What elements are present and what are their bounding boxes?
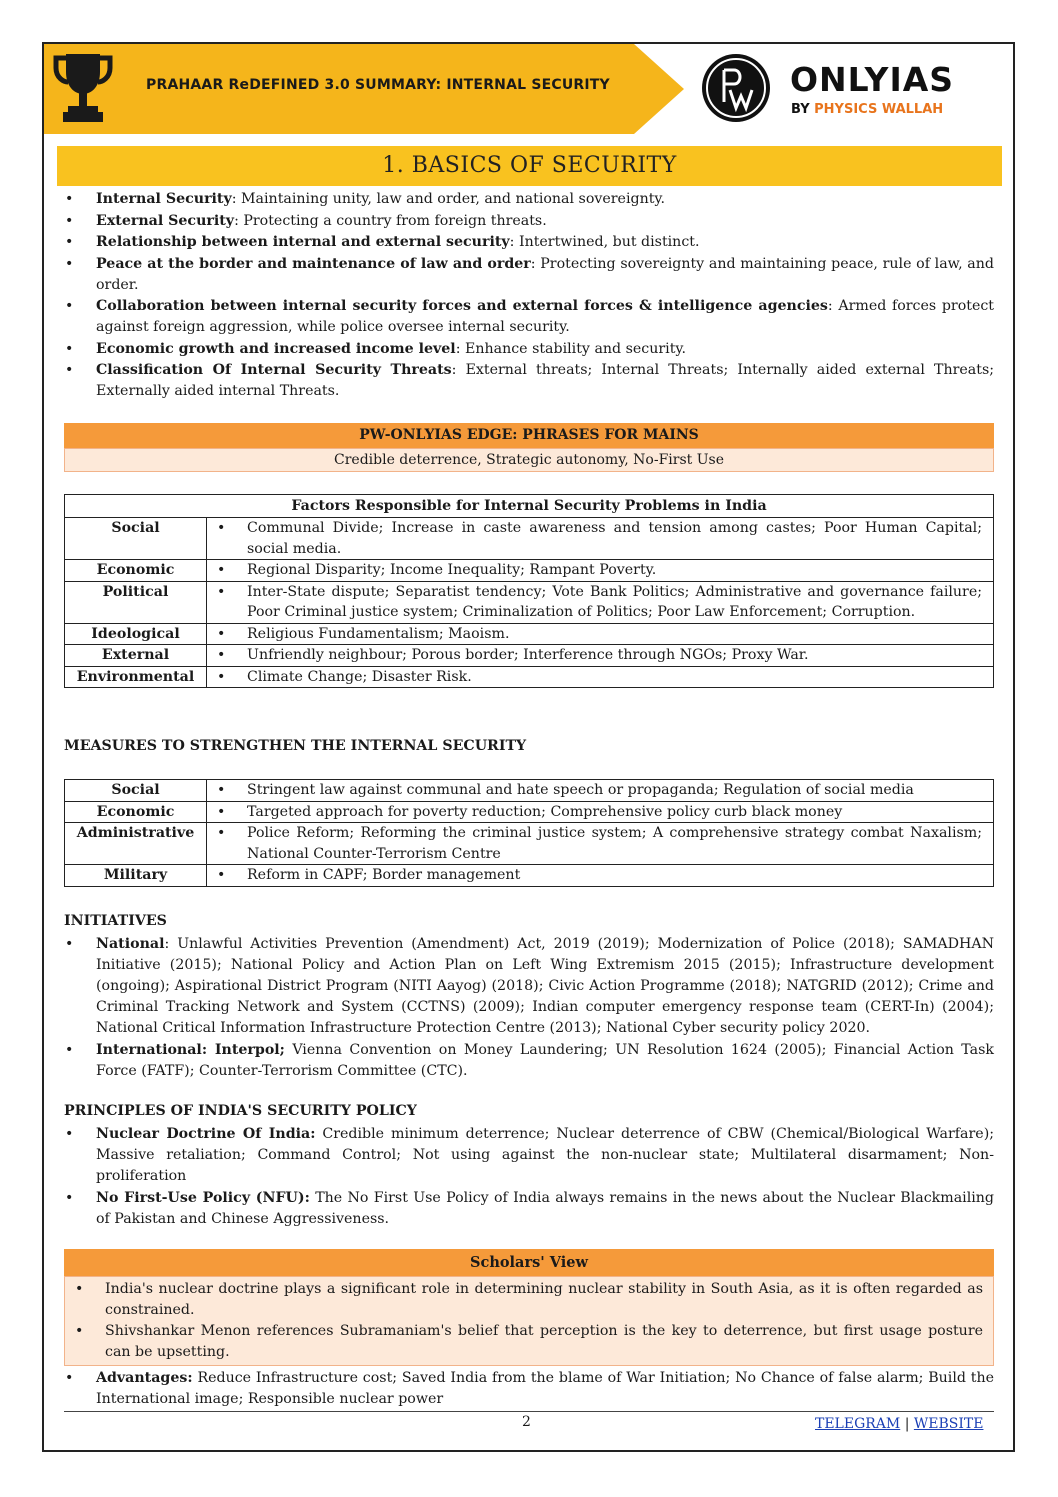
basics-list — [66, 189, 994, 403]
scholars-heading: Scholars' View — [64, 1249, 994, 1276]
brand-name: ONLYIAS — [790, 60, 955, 99]
list-item: • Nuclear Doctrine Of India: Credible minimum deterrence; Nuclear deterrence of CBW (Chemical/Biological Warfare); Massive retaliation; Command Control; Not using against the non-nuclear state; Multilateral disarmament; Non-proliferation — [66, 1124, 994, 1187]
table-row: Social • Stringent law against communal and hate speech or propaganda; Regulation of social media — [65, 780, 994, 802]
footer-links — [815, 1416, 983, 1432]
footer-divider — [64, 1411, 994, 1412]
list-item: • International: Interpol; Vienna Convention on Money Laundering; UN Resolution 1624 (2005); Financial Action Task Force (FATF); Counter-Terrorism Committee (CTC). — [66, 1040, 994, 1082]
table-row: Ideological • Religious Fundamentalism; Maoism. — [65, 623, 994, 645]
pw-logo — [700, 52, 772, 124]
advantages-list — [66, 1368, 994, 1411]
list-item: • Classification Of Internal Security Threats: External threats; Internal Threats; Internally aided external Threats; Externally aided internal Threats. — [66, 360, 994, 402]
list-item: • Economic growth and increased income level: Enhance stability and security. — [66, 339, 994, 360]
list-item: • Collaboration between internal security forces and external forces & intelligence agencies: Armed forces protect against foreign aggression, while police oversee internal security. — [66, 296, 994, 338]
initiatives-list — [66, 934, 994, 1082]
factors-table — [64, 494, 994, 688]
scholars-box — [64, 1276, 994, 1366]
header-title: PRAHAAR ReDEFINED 3.0 SUMMARY: INTERNAL SECURITY — [146, 77, 610, 93]
list-item: • Shivshankar Menon references Subramaniam's belief that perception is the key to deterrence, but first usage posture can be upsetting. — [75, 1321, 983, 1363]
list-item: • Advantages: Reduce Infrastructure cost; Saved India from the blame of War Initiation; No Chance of false alarm; Build the International image; Responsible nuclear power — [66, 1368, 994, 1410]
brand-byline — [791, 102, 943, 117]
website-link[interactable]: WEBSITE — [913, 1416, 984, 1432]
list-item: • Peace at the border and maintenance of law and order: Protecting sovereignty and maintaining peace, rule of law, and order. — [66, 254, 994, 296]
byline-prefix: BY — [791, 102, 815, 117]
table-row: Military • Reform in CAPF; Border management — [65, 865, 994, 887]
initiatives-heading: INITIATIVES — [64, 913, 167, 929]
edge-heading: PW-ONLYIAS EDGE: PHRASES FOR MAINS — [64, 423, 994, 448]
page-number: 2 — [522, 1414, 531, 1430]
byline-brand: PHYSICS WALLAH — [814, 102, 944, 117]
list-item: • Relationship between internal and external security: Intertwined, but distinct. — [66, 232, 994, 253]
factors-table-heading: Factors Responsible for Internal Security Problems in India — [65, 495, 994, 518]
table-row: Economic • Targeted approach for poverty reduction; Comprehensive policy curb black money — [65, 801, 994, 823]
telegram-link[interactable]: TELEGRAM — [815, 1416, 901, 1432]
list-item: • India's nuclear doctrine plays a significant role in determining nuclear stability in South Asia, as it is often regarded as constrained. — [75, 1279, 983, 1321]
principles-list — [66, 1124, 994, 1230]
trophy-icon — [52, 50, 114, 126]
measures-heading: MEASURES TO STRENGTHEN THE INTERNAL SECURITY — [64, 738, 527, 754]
edge-phrases: Credible deterrence, Strategic autonomy, No-First Use — [64, 448, 994, 472]
table-row: Environmental • Climate Change; Disaster Risk. — [65, 666, 994, 688]
table-row: Economic • Regional Disparity; Income Inequality; Rampant Poverty. — [65, 560, 994, 582]
list-item: • No First-Use Policy (NFU): The No First Use Policy of India always remains in the news about the Nuclear Blackmailing of Pakistan and Chinese Aggressiveness. — [66, 1188, 994, 1230]
table-row: Social • Communal Divide; Increase in caste awareness and tension among castes; Poor Human Capital; social media. — [65, 518, 994, 560]
table-row: Administrative • Police Reform; Reforming the criminal justice system; A comprehensive strategy combat Naxalism; National Counter-Terrorism Centre — [65, 823, 994, 865]
measures-table — [64, 779, 994, 887]
principles-heading: PRINCIPLES OF INDIA'S SECURITY POLICY — [64, 1103, 417, 1119]
footer-separator: | — [900, 1416, 914, 1432]
list-item: • National: Unlawful Activities Prevention (Amendment) Act, 2019 (2019); Modernization of Police (2018); SAMADHAN Initiative (2015); National Policy and Action Plan on Left Wing Extremism 2015 (2015); Infrastructure development (ongoing); Aspirational District Program (NITI Aayog) (2018); Civic Action Programme (2018); NATGRID (2012); Crime and Criminal Tracking Network and System (CCTNS) (2009); Indian computer emergency response team (CERT-In) (2004); National Critical Information Infrastructure Protection Centre (2013); National Cyber security policy 2020. — [66, 934, 994, 1039]
list-item: • Internal Security: Maintaining unity, law and order, and national sovereignty. — [66, 189, 994, 210]
list-item: • External Security: Protecting a country from foreign threats. — [66, 211, 994, 232]
section-title: 1. BASICS OF SECURITY — [57, 146, 1002, 186]
table-row: External • Unfriendly neighbour; Porous border; Interference through NGOs; Proxy War. — [65, 645, 994, 667]
table-row: Political • Inter-State dispute; Separatist tendency; Vote Bank Politics; Administrative and governance failure; Poor Criminal justice system; Criminalization of Politics; Poor Law Enforcement; Corruption. — [65, 581, 994, 623]
